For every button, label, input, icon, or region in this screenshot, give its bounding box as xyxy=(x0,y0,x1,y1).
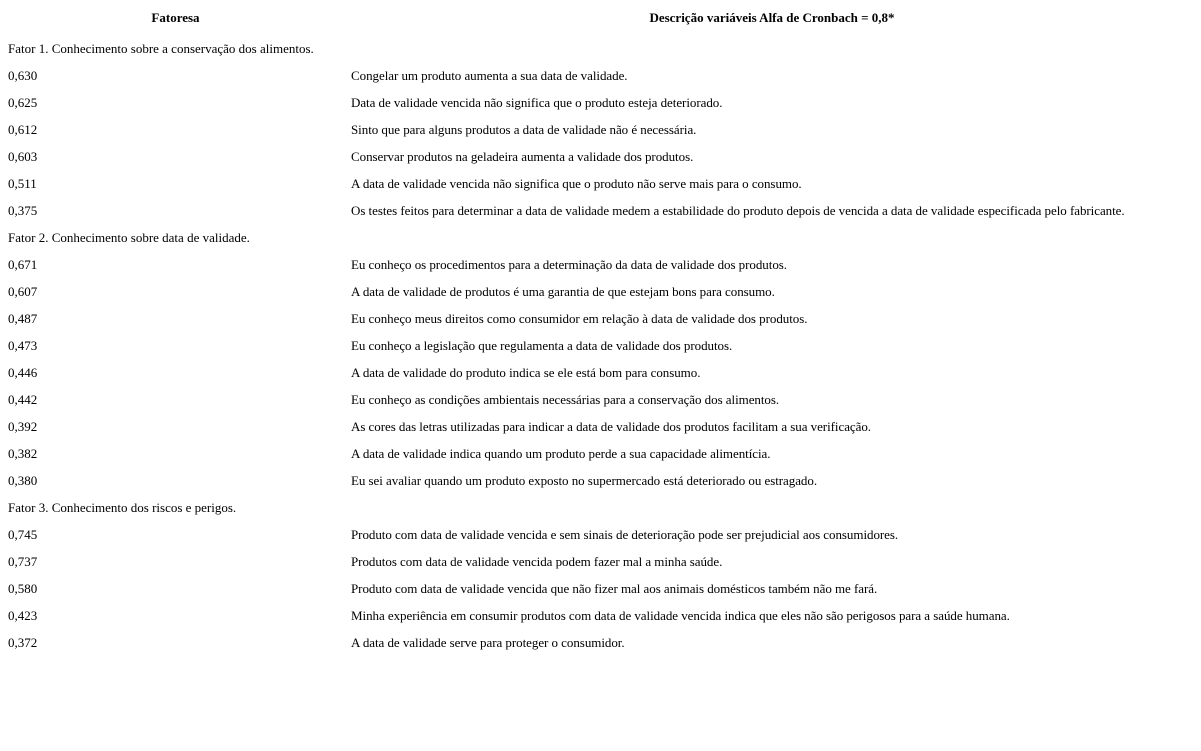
factor-title: Fator 3. Conhecimento dos riscos e perigos. xyxy=(8,499,237,515)
table-row xyxy=(0,413,1201,440)
item-description: Minha experiência em consumir produtos com data de validade vencida indica que eles não são perigosos para a saúde humana. xyxy=(351,607,1010,623)
loading-value: 0,511 xyxy=(8,175,37,191)
loading-value: 0,603 xyxy=(8,148,38,164)
header-description: Descrição variáveis Alfa de Cronbach = 0,8* xyxy=(649,9,895,25)
table-row xyxy=(0,467,1201,494)
table-row xyxy=(0,575,1201,602)
loading-value: 0,392 xyxy=(8,418,38,434)
table-row xyxy=(0,359,1201,386)
item-description: Eu conheço os procedimentos para a determinação da data de validade dos produtos. xyxy=(351,256,787,272)
loading-value: 0,612 xyxy=(8,121,38,137)
factor-2-row xyxy=(0,224,1201,251)
loading-value: 0,737 xyxy=(8,553,38,569)
table-row xyxy=(0,116,1201,143)
table-row xyxy=(0,197,1201,224)
item-description: Produto com data de validade vencida que não fizer mal aos animais domésticos também não me fará. xyxy=(351,580,878,596)
item-description: As cores das letras utilizadas para indicar a data de validade dos produtos facilitam a sua verificação. xyxy=(351,418,871,434)
table-row xyxy=(0,548,1201,575)
loading-value: 0,580 xyxy=(8,580,38,596)
table-row xyxy=(0,278,1201,305)
header-loading: Fatoresa xyxy=(151,9,200,25)
loading-value: 0,372 xyxy=(8,634,38,650)
loading-value: 0,671 xyxy=(8,256,38,272)
factor-3-row xyxy=(0,494,1201,521)
table-row xyxy=(0,386,1201,413)
item-description: Os testes feitos para determinar a data de validade medem a estabilidade do produto depois de vencida a data de validade especificada pelo fabricante. xyxy=(351,202,1125,218)
loading-value: 0,607 xyxy=(8,283,38,299)
loading-value: 0,473 xyxy=(8,337,38,353)
loading-value: 0,446 xyxy=(8,364,38,380)
loading-value: 0,380 xyxy=(8,472,38,488)
table-row xyxy=(0,602,1201,629)
item-description: A data de validade de produtos é uma garantia de que estejam bons para consumo. xyxy=(351,283,775,299)
item-description: A data de validade indica quando um produto perde a sua capacidade alimentícia. xyxy=(351,445,771,461)
table-row xyxy=(0,305,1201,332)
item-description: A data de validade vencida não significa que o produto não serve mais para o consumo. xyxy=(351,175,802,191)
item-description: Data de validade vencida não significa que o produto esteja deteriorado. xyxy=(351,94,723,110)
item-description: Conservar produtos na geladeira aumenta a validade dos produtos. xyxy=(351,148,694,164)
table-row xyxy=(0,629,1201,656)
item-description: Produtos com data de validade vencida podem fazer mal a minha saúde. xyxy=(351,553,723,569)
table-row xyxy=(0,170,1201,197)
table-row xyxy=(0,89,1201,116)
table-row xyxy=(0,521,1201,548)
item-description: A data de validade do produto indica se ele está bom para consumo. xyxy=(351,364,701,380)
loading-value: 0,487 xyxy=(8,310,38,326)
factor-title: Fator 1. Conhecimento sobre a conservação dos alimentos. xyxy=(8,40,314,56)
table-row xyxy=(0,251,1201,278)
item-description: Eu sei avaliar quando um produto exposto no supermercado está deteriorado ou estragado. xyxy=(351,472,818,488)
loading-value: 0,423 xyxy=(8,607,38,623)
item-description: Eu conheço as condições ambientais necessárias para a conservação dos alimentos. xyxy=(351,391,780,407)
item-description: A data de validade serve para proteger o consumidor. xyxy=(351,634,625,650)
item-description: Sinto que para alguns produtos a data de validade não é necessária. xyxy=(351,121,697,137)
loading-value: 0,745 xyxy=(8,526,38,542)
item-description: Eu conheço a legislação que regulamenta a data de validade dos produtos. xyxy=(351,337,733,353)
item-description: Produto com data de validade vencida e sem sinais de deterioração pode ser prejudicial aos consumidores. xyxy=(351,526,899,542)
loading-value: 0,442 xyxy=(8,391,38,407)
table-row xyxy=(0,62,1201,89)
loading-value: 0,375 xyxy=(8,202,38,218)
item-description: Congelar um produto aumenta a sua data de validade. xyxy=(351,67,628,83)
factor-1-row xyxy=(0,35,1201,62)
loading-value: 0,630 xyxy=(8,67,38,83)
loading-value: 0,625 xyxy=(8,94,38,110)
table-row xyxy=(0,332,1201,359)
table-row xyxy=(0,440,1201,467)
table-header-row xyxy=(0,0,1201,35)
loading-value: 0,382 xyxy=(8,445,38,461)
item-description: Eu conheço meus direitos como consumidor em relação à data de validade dos produtos. xyxy=(351,310,808,326)
factor-title: Fator 2. Conhecimento sobre data de validade. xyxy=(8,229,250,245)
table-row xyxy=(0,143,1201,170)
